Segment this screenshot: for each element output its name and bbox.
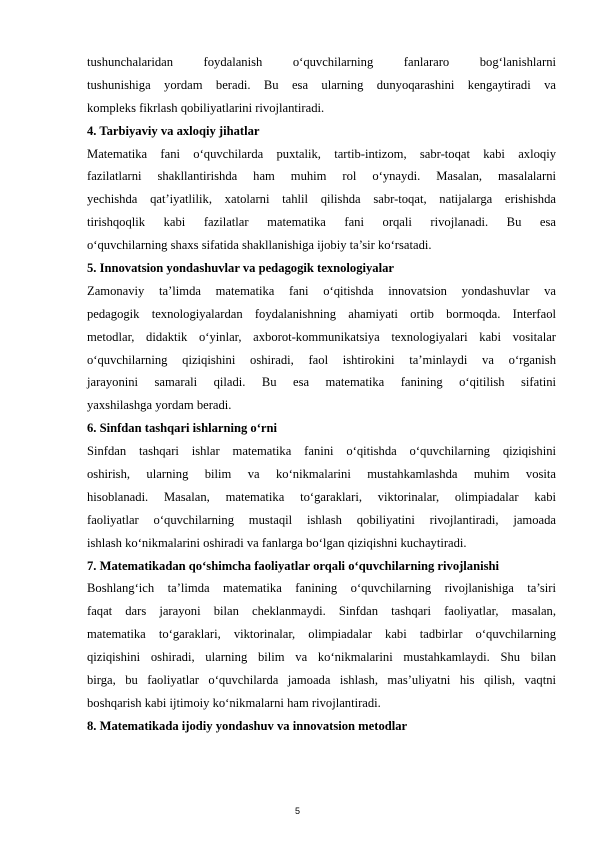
- paragraph-line: birga, bu faoliyatlar o‘quvchilarda jamoada ishlash, mas’uliyatni his qilish, vaqtni: [87, 673, 556, 688]
- paragraph-line: boshqarish kabi ijtimoiy ko‘nikmalarni ham rivojlantiradi.: [87, 695, 381, 710]
- paragraph-line: metodlar, didaktik o‘yinlar, axborot-kommunikatsiya texnologiyalari kabi vositalar: [87, 329, 556, 344]
- paragraph-line: faoliyatlar o‘quvchilarning mustaqil ishlash qobiliyatini rivojlantiradi, jamoada: [87, 512, 556, 527]
- paragraph-line: yechishda qat’iyatlilik, xatolarni tahlil qilishda sabr-toqat, natijalarga erishishda: [87, 192, 556, 207]
- paragraph-line: ishlash ko‘nikmalarini oshiradi va fanlarga bo‘lgan qiziqishni kuchaytiradi.: [87, 535, 467, 550]
- paragraph-line: Zamonaviy ta’limda matematika fani o‘qitishda innovatsion yondashuvlar va: [87, 283, 556, 298]
- paragraph-line: hisoblanadi. Masalan, matematika to‘garaklari, viktorinalar, olimpiadalar kabi: [87, 489, 556, 504]
- page-number: 5: [294, 806, 300, 816]
- paragraph-line: kompleks fikrlash qobiliyatlarini rivojlantiradi.: [87, 100, 325, 115]
- paragraph-line: Sinfdan tashqari ishlar matematika fanini o‘qitishda o‘quvchilarning qiziqishini: [87, 444, 556, 459]
- paragraph-line: qiziqishini oshiradi, ularning bilim va ko‘nikmalarini mustahkamlaydi. Shu bilan: [87, 650, 556, 665]
- paragraph-line: Matematika fani o‘quvchilarda puxtalik, tartib-intizom, sabr-toqat kabi axloqiy: [87, 146, 556, 161]
- paragraph-line: pedagogik texnologiyalardan foydalanishning ahamiyati ortib bormoqda. Interfaol: [87, 306, 556, 321]
- section-heading-6: 6. Sinfdan tashqari ishlarning o‘rni: [87, 421, 278, 436]
- section-5-paragraph: [87, 280, 556, 417]
- paragraph-line: jarayonini samarali qiladi. Bu esa matematika fanining o‘qitilish sifatini: [87, 375, 556, 390]
- section-heading-5: 5. Innovatsion yondashuvlar va pedagogik texnologiyalar: [87, 261, 394, 276]
- paragraph-line: o‘quvchilarning qiziqishini oshiradi, faol ishtirokini ta’minlaydi va o‘rganish: [87, 352, 556, 367]
- paragraph-line: yaxshilashga yordam beradi.: [87, 398, 232, 413]
- paragraph-line: faqat dars jarayoni bilan cheklanmaydi. Sinfdan tashqari faoliyatlar, masalan,: [87, 604, 556, 619]
- paragraph-line: tushunishiga yordam beradi. Bu esa ularning dunyoqarashini kengaytiradi va: [87, 77, 556, 92]
- paragraph-line: fazilatlarni shakllantirishda ham muhim rol o‘ynaydi. Masalan, masalalarni: [87, 169, 556, 184]
- section-heading-8: 8. Matematikada ijodiy yondashuv va innovatsion metodlar: [87, 718, 408, 733]
- section-heading-7: 7. Matematikadan qo‘shimcha faoliyatlar orqali o‘quvchilarning rivojlanishi: [87, 558, 500, 573]
- section-6-paragraph: [87, 440, 556, 554]
- paragraph-line: matematika to‘garaklari, viktorinalar, olimpiadalar kabi tadbirlar o‘quvchilarning: [87, 627, 556, 642]
- paragraph-line: oshirish, ularning bilim va ko‘nikmalarini mustahkamlashda muhim vosita: [87, 467, 556, 482]
- paragraph-line: tirishqoqlik kabi fazilatlar matematika fani orqali rivojlanadi. Bu esa: [87, 215, 556, 230]
- paragraph-line: o‘quvchilarning shaxs sifatida shakllanishiga ijobiy ta’sir ko‘rsatadi.: [87, 238, 432, 253]
- section-4-paragraph: [87, 143, 556, 257]
- paragraph-line: Boshlang‘ich ta’limda matematika fanining o‘quvchilarning rivojlanishiga ta’siri: [87, 581, 556, 596]
- document-page: [87, 51, 556, 738]
- section-7-paragraph: [87, 577, 556, 714]
- paragraph-line: tushunchalaridan foydalanish o‘quvchilarning fanlararo bog‘lanishlarni: [87, 55, 556, 69]
- intro-paragraph: [87, 51, 556, 120]
- section-heading-4: 4. Tarbiyaviy va axloqiy jihatlar: [87, 123, 260, 138]
